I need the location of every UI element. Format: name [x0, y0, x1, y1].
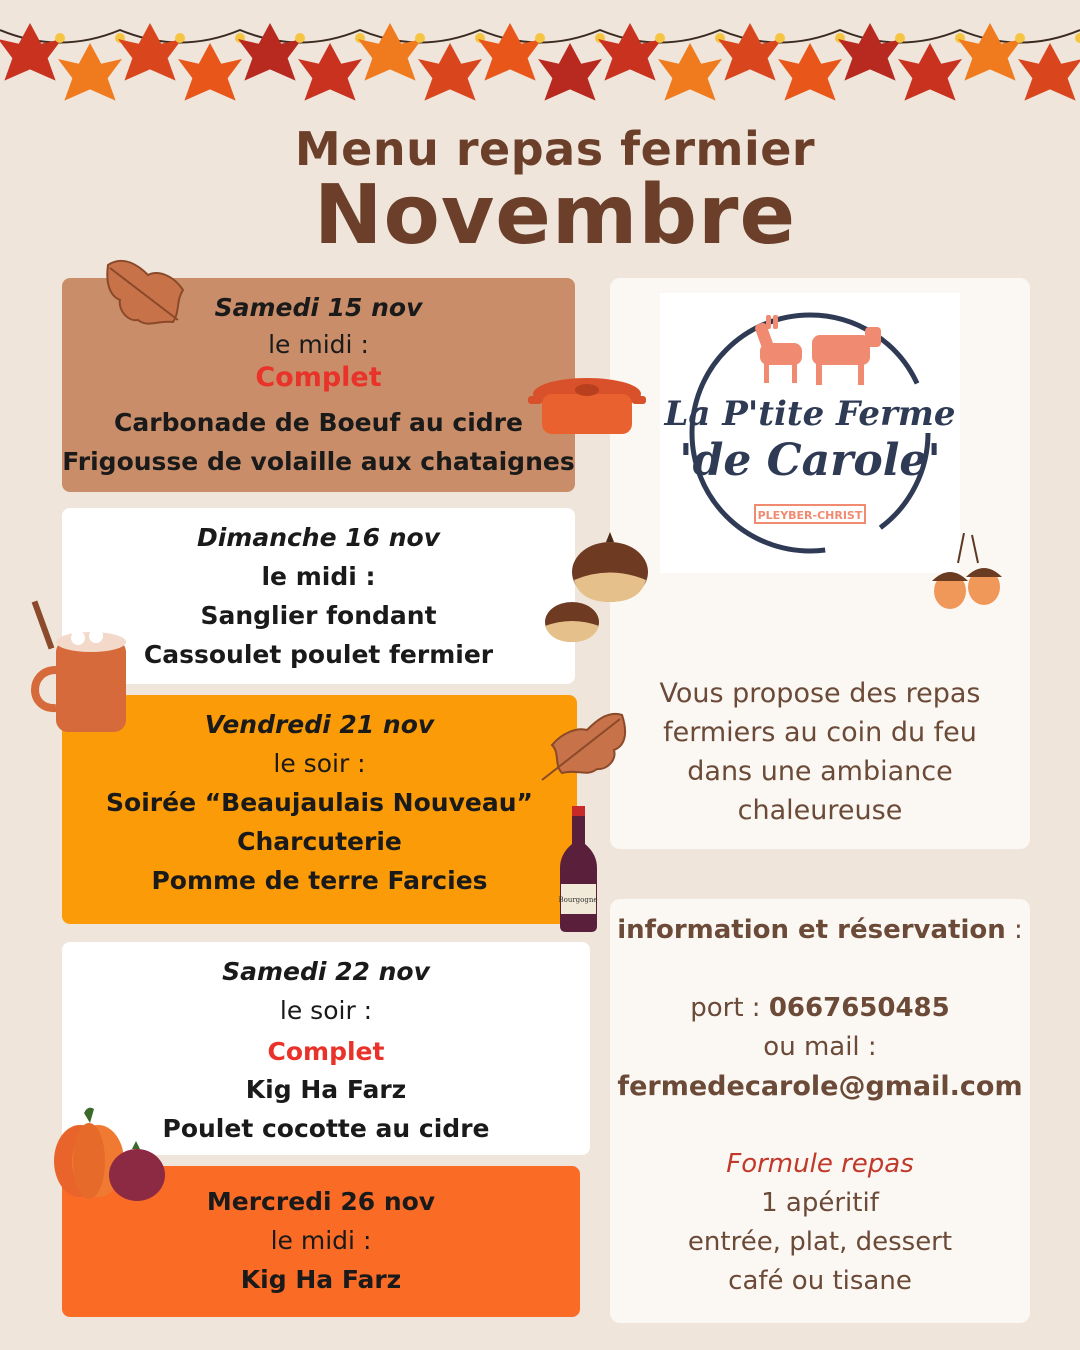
- farm-tagline: [610, 674, 1030, 830]
- complet-badge: Complet: [267, 1037, 385, 1066]
- page-title-month: Novembre: [313, 168, 797, 263]
- maple-leaf-icon: [1018, 43, 1080, 101]
- menu-dish: Kig Ha Farz: [245, 1075, 407, 1104]
- maple-leaf-icon: [958, 23, 1022, 81]
- phone-label: port :: [690, 993, 769, 1023]
- email-address[interactable]: fermedecarole@gmail.com: [617, 1071, 1023, 1102]
- garland-bulb-icon: [895, 33, 905, 43]
- acorn-icon: [928, 533, 1008, 613]
- maple-leaf-icon: [238, 23, 302, 81]
- spacer: [610, 950, 1030, 989]
- logo-location: PLEYBER-CHRIST: [757, 509, 863, 522]
- menu-dish: Carbonade de Boeuf au cidre: [114, 408, 523, 437]
- maple-leaf-icon: [898, 43, 962, 101]
- logo-line2: 'de Carole': [679, 435, 941, 486]
- cast-iron-pot-icon: [528, 372, 646, 444]
- maple-leaf-icon: [358, 23, 422, 81]
- maple-leaf-icon: [778, 43, 842, 101]
- oak-leaf-icon: [98, 250, 193, 335]
- maple-leaf-icon: [298, 43, 362, 101]
- wine-label: Bourgogne: [558, 896, 598, 904]
- reservation-heading-text: information et réservation: [617, 915, 1006, 945]
- complet-badge: Complet: [255, 362, 382, 393]
- maple-leaf-icon: [418, 43, 482, 101]
- menu-time: le soir :: [273, 749, 366, 778]
- formule-line: entrée, plat, dessert: [687, 1227, 953, 1257]
- garland-bulb-icon: [1075, 33, 1080, 43]
- farm-logo: [660, 293, 960, 573]
- phone-number[interactable]: 0667650485: [768, 993, 950, 1023]
- garland-bulb-icon: [1015, 33, 1025, 43]
- menu-day: Dimanche 16 nov: [196, 523, 441, 552]
- menu-dish: Pomme de terre Farcies: [151, 866, 488, 895]
- garland-bulb-icon: [535, 33, 545, 43]
- menu-dish: Soirée “Beaujaulais Nouveau”: [106, 788, 533, 817]
- menu-time: le midi :: [261, 562, 376, 591]
- farm-logo-graphic: [660, 293, 960, 573]
- maple-leaf-icon: [178, 43, 242, 101]
- menu-dish: Kig Ha Farz: [240, 1265, 402, 1294]
- garland-bulb-icon: [55, 33, 65, 43]
- maple-leaf-icon: [598, 23, 662, 81]
- chestnut-icon: [543, 598, 601, 644]
- menu-card-3: [62, 695, 577, 924]
- logo-line1: La P'tite Ferme: [664, 394, 956, 434]
- spacer: [610, 1106, 1030, 1145]
- formule-title: Formule repas: [726, 1149, 914, 1179]
- hot-chocolate-mug-icon: [18, 600, 128, 735]
- menu-dish: Frigousse de volaille aux chataignes: [62, 447, 575, 476]
- garland-bulb-icon: [655, 33, 665, 43]
- garland-bulb-icon: [415, 33, 425, 43]
- oak-leaf-icon: [532, 705, 632, 785]
- reservation-panel: [610, 899, 1030, 1323]
- formule-line: 1 apéritif: [761, 1188, 879, 1218]
- menu-dish: Cassoulet poulet fermier: [143, 640, 494, 669]
- menu-day: Samedi 15 nov: [214, 293, 423, 322]
- page-title-line1: Menu repas fermier: [294, 122, 816, 176]
- autumn-leaf-garland: [0, 0, 1080, 140]
- donkey-icon: [754, 315, 802, 383]
- menu-day: Samedi 22 nov: [222, 957, 430, 986]
- menu-dish: Poulet cocotte au cidre: [162, 1114, 490, 1143]
- garland-bulb-icon: [775, 33, 785, 43]
- tagline-line: fermiers au coin du feu: [663, 717, 977, 748]
- maple-leaf-icon: [718, 23, 782, 81]
- tagline-line: Vous propose des repas: [659, 678, 981, 709]
- reservation-heading: [610, 911, 1030, 950]
- menu-card-2: [62, 508, 575, 684]
- maple-leaf-icon: [58, 43, 122, 101]
- tagline-line: chaleureuse: [737, 795, 903, 826]
- menu-time: le soir :: [279, 996, 373, 1025]
- garland-bulb-icon: [175, 33, 185, 43]
- maple-leaf-icon: [538, 43, 602, 101]
- menu-day: Vendredi 21 nov: [204, 710, 435, 739]
- cow-icon: [812, 327, 881, 385]
- menu-day: Mercredi 26 nov: [206, 1187, 436, 1216]
- garland-bulb-icon: [295, 33, 305, 43]
- maple-leaf-icon: [658, 43, 722, 101]
- wine-bottle-icon: [556, 806, 601, 934]
- pumpkin-icon: [32, 1105, 170, 1203]
- maple-leaf-icon: [0, 23, 62, 81]
- menu-time: le midi :: [268, 330, 369, 359]
- tagline-line: dans une ambiance: [687, 756, 953, 787]
- mail-label: ou mail :: [763, 1032, 877, 1062]
- maple-leaf-icon: [478, 23, 542, 81]
- menu-time: le midi :: [270, 1226, 372, 1255]
- formule-line: café ou tisane: [728, 1266, 912, 1296]
- maple-leaf-icon: [838, 23, 902, 81]
- reservation-heading-colon: :: [1005, 915, 1023, 945]
- menu-dish: Charcuterie: [237, 827, 402, 856]
- menu-dish: Sanglier fondant: [200, 601, 437, 630]
- chestnut-icon: [570, 530, 650, 605]
- phone-line: [610, 989, 1030, 1028]
- maple-leaf-icon: [118, 23, 182, 81]
